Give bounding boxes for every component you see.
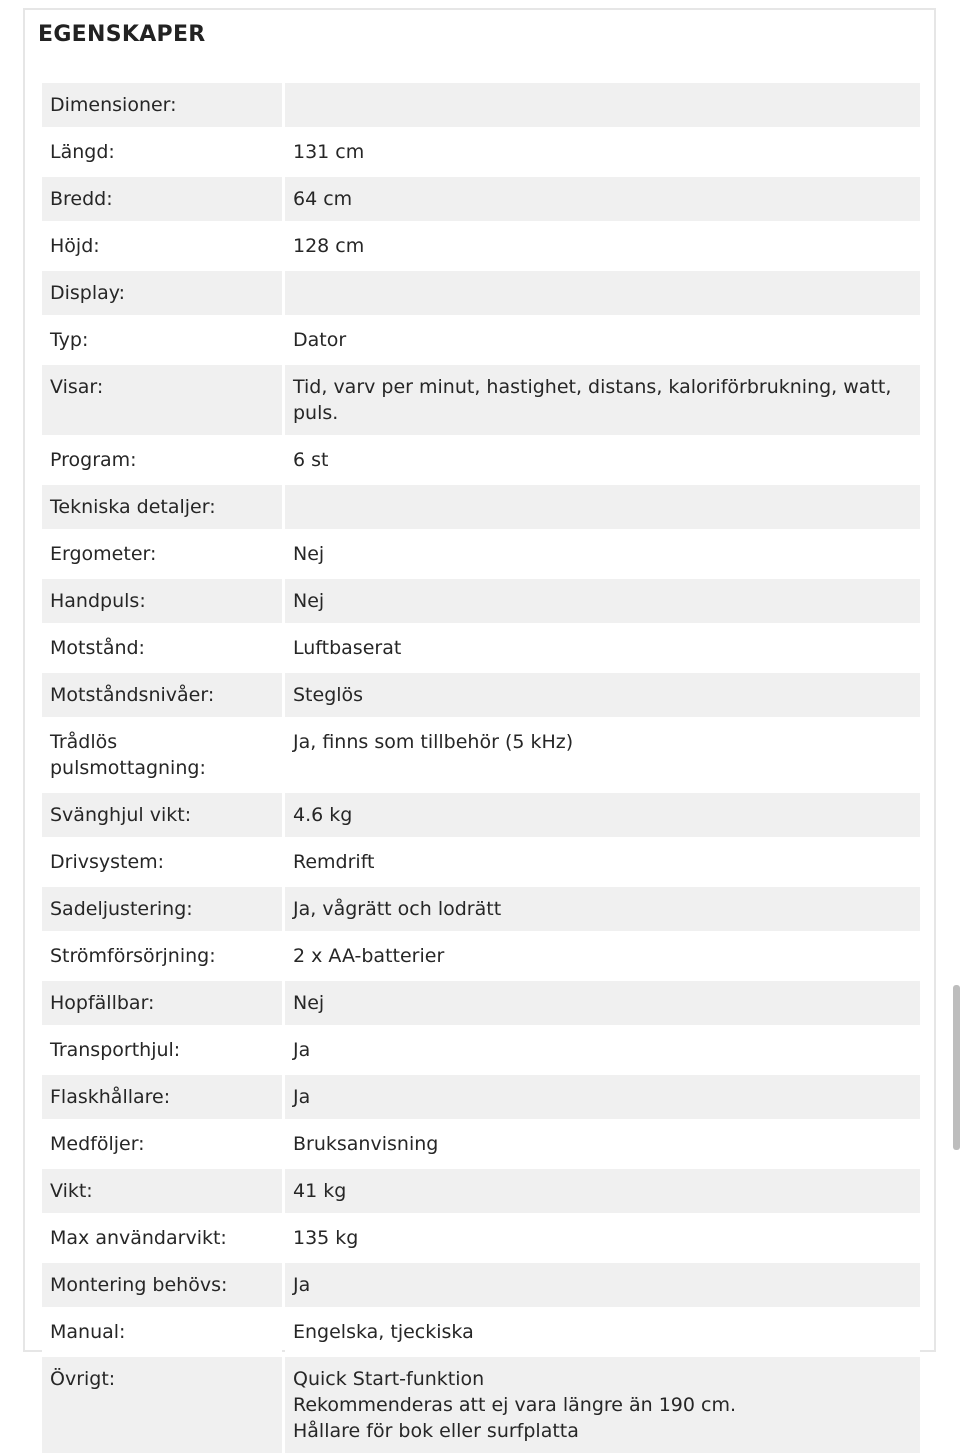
table-row — [42, 579, 920, 623]
property-label: Typ: — [42, 318, 282, 362]
property-label: Vikt: — [42, 1169, 282, 1213]
table-row — [42, 1028, 920, 1072]
property-label: Visar: — [42, 365, 282, 435]
property-label: Display: — [42, 271, 282, 315]
table-row — [42, 532, 920, 576]
property-value: Ja — [285, 1075, 920, 1119]
property-label: Trådlös pulsmottagning: — [42, 720, 282, 790]
property-label: Övrigt: — [42, 1357, 282, 1453]
table-row — [42, 887, 920, 931]
property-label: Svänghjul vikt: — [42, 793, 282, 837]
property-label: Transporthjul: — [42, 1028, 282, 1072]
table-row — [42, 720, 920, 790]
table-row — [42, 1075, 920, 1119]
table-row — [42, 840, 920, 884]
property-value: 2 x AA-batterier — [285, 934, 920, 978]
property-label: Flaskhållare: — [42, 1075, 282, 1119]
property-value: Engelska, tjeckiska — [285, 1310, 920, 1354]
property-value: Tid, varv per minut, hastighet, distans, kaloriförbrukning, watt, puls. — [285, 365, 920, 435]
property-value: 4.6 kg — [285, 793, 920, 837]
page-scrollbar[interactable] — [953, 985, 960, 1150]
property-value-line: Quick Start-funktion — [293, 1368, 485, 1390]
table-row — [42, 271, 920, 315]
property-label: Program: — [42, 438, 282, 482]
table-row — [42, 1310, 920, 1354]
table-row — [42, 224, 920, 268]
table-row — [42, 177, 920, 221]
property-label: Max användarvikt: — [42, 1216, 282, 1260]
property-value — [285, 83, 920, 127]
property-label: Motstånd: — [42, 626, 282, 670]
property-value: Nej — [285, 981, 920, 1025]
properties-panel — [23, 8, 936, 1442]
property-value: Ja, vågrätt och lodrätt — [285, 887, 920, 931]
property-label: Sadeljustering: — [42, 887, 282, 931]
property-value — [285, 1357, 920, 1453]
property-value — [285, 485, 920, 529]
table-row — [42, 1169, 920, 1213]
property-label: Handpuls: — [42, 579, 282, 623]
property-value: Nej — [285, 579, 920, 623]
table-row — [42, 981, 920, 1025]
table-row — [42, 793, 920, 837]
table-row — [42, 438, 920, 482]
property-value: Steglös — [285, 673, 920, 717]
property-value: Remdrift — [285, 840, 920, 884]
property-label: Höjd: — [42, 224, 282, 268]
property-label: Drivsystem: — [42, 840, 282, 884]
table-row — [42, 1122, 920, 1166]
property-label: Längd: — [42, 130, 282, 174]
property-label: Ergometer: — [42, 532, 282, 576]
property-label: Medföljer: — [42, 1122, 282, 1166]
properties-table — [39, 80, 923, 1456]
property-value: 128 cm — [285, 224, 920, 268]
property-label: Dimensioner: — [42, 83, 282, 127]
property-value: Nej — [285, 532, 920, 576]
table-row — [42, 83, 920, 127]
property-value: 64 cm — [285, 177, 920, 221]
property-value-line: Rekommenderas att ej vara längre än 190 cm. — [293, 1394, 737, 1416]
table-row — [42, 130, 920, 174]
property-value: 41 kg — [285, 1169, 920, 1213]
table-row — [42, 626, 920, 670]
property-value-line: Hållare för bok eller surfplatta — [293, 1420, 579, 1442]
table-row — [42, 1263, 920, 1307]
property-value: Bruksanvisning — [285, 1122, 920, 1166]
property-value: Ja, finns som tillbehör (5 kHz) — [285, 720, 920, 790]
table-row — [42, 934, 920, 978]
property-value: Dator — [285, 318, 920, 362]
property-label: Manual: — [42, 1310, 282, 1354]
property-value: Ja — [285, 1028, 920, 1072]
property-value: Ja — [285, 1263, 920, 1307]
property-label: Tekniska detaljer: — [42, 485, 282, 529]
table-row — [42, 1357, 920, 1453]
table-row — [42, 365, 920, 435]
property-value: 6 st — [285, 438, 920, 482]
properties-table-body — [42, 83, 920, 1453]
table-row — [42, 673, 920, 717]
table-row — [42, 318, 920, 362]
property-value: Luftbaserat — [285, 626, 920, 670]
property-label: Motståndsnivåer: — [42, 673, 282, 717]
property-value: 135 kg — [285, 1216, 920, 1260]
property-label: Hopfällbar: — [42, 981, 282, 1025]
property-label: Bredd: — [42, 177, 282, 221]
property-label: Montering behövs: — [42, 1263, 282, 1307]
table-row — [42, 485, 920, 529]
property-value: 131 cm — [285, 130, 920, 174]
table-row — [42, 1216, 920, 1260]
property-label: Strömförsörjning: — [42, 934, 282, 978]
section-title: EGENSKAPER — [38, 22, 206, 47]
property-value — [285, 271, 920, 315]
